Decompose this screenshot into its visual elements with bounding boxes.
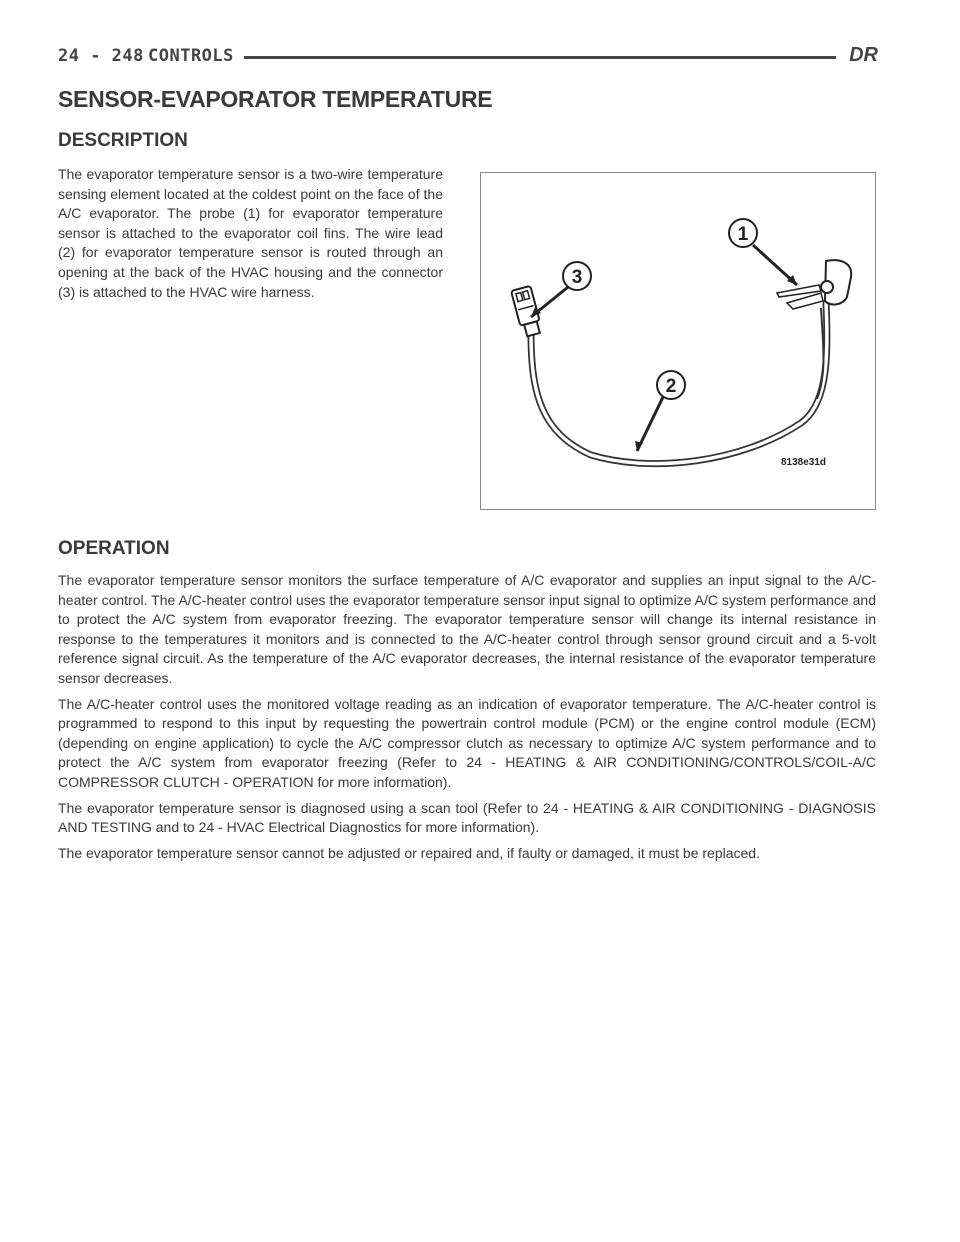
callout-3: 3	[571, 267, 583, 288]
operation-paragraph: The evaporator temperature sensor monitors the surface temperature of A/C evaporator and supplies an input signal to the A/C-heater control. The A/C-heater control uses the evaporator temperature sensor input signal to optimize A/C system performance and to protect the A/C system from evaporator freezing. The evaporator temperature sensor will change its internal resistance in response to the temperatures it monitors and is connected to the A/C-heater control through sensor ground circuit and a 5-volt reference signal circuit. As the temperature of the A/C evaporator decreases, the internal resistance of the evaporator temperature sensor decreases.	[58, 572, 876, 686]
page-number: 24 - 248	[58, 46, 144, 66]
model-logo: DR	[849, 44, 878, 66]
sensor-figure	[480, 172, 876, 510]
operation-paragraph: The evaporator temperature sensor is diagnosed using a scan tool (Refer to 24 - HEATING & AIR CONDITIONING - DIAGNOSIS AND TESTING and to 24 - HVAC Electrical Diagnostics for more information).	[58, 799, 876, 836]
section-name: CONTROLS	[148, 46, 234, 66]
figure-code: 8138e31d	[781, 457, 827, 468]
callout-1: 1	[737, 224, 749, 245]
operation-body	[58, 571, 876, 869]
operation-heading: OPERATION	[58, 538, 170, 559]
page-title: SENSOR-EVAPORATOR TEMPERATURE	[58, 86, 493, 112]
probe	[777, 260, 851, 309]
header-rule	[244, 56, 836, 59]
page-header	[58, 46, 878, 72]
operation-paragraph: The evaporator temperature sensor cannot be adjusted or repaired and, if faulty or damaged, it must be replaced.	[58, 844, 760, 861]
callout-2: 2	[665, 376, 677, 397]
description-text: The evaporator temperature sensor is a two-wire temperature sensing element located at the coldest point on the face of the A/C evaporator. The probe (1) for evaporator temperature sensor is attached to the evaporator coil fins. The wire lead (2) for evaporator temperature sensor is routed through an opening at the back of the HVAC housing and the connector (3) is attached to the HVAC wire harness.	[58, 166, 443, 300]
operation-paragraph: The A/C-heater control uses the monitored voltage reading as an indication of evaporator temperature. The A/C-heater control is programmed to respond to this input by requesting the powertrain control module (PCM) or the engine control module (ECM) (depending on engine application) to cycle the A/C compressor clutch as necessary to optimize A/C system performance and to protect the A/C system from evaporator freezing (Refer to 24 - HEATING & AIR CONDITIONING/CONTROLS/COIL-A/C COMPRESSOR CLUTCH - OPERATION for more information).	[58, 695, 876, 790]
description-heading: DESCRIPTION	[58, 130, 188, 151]
